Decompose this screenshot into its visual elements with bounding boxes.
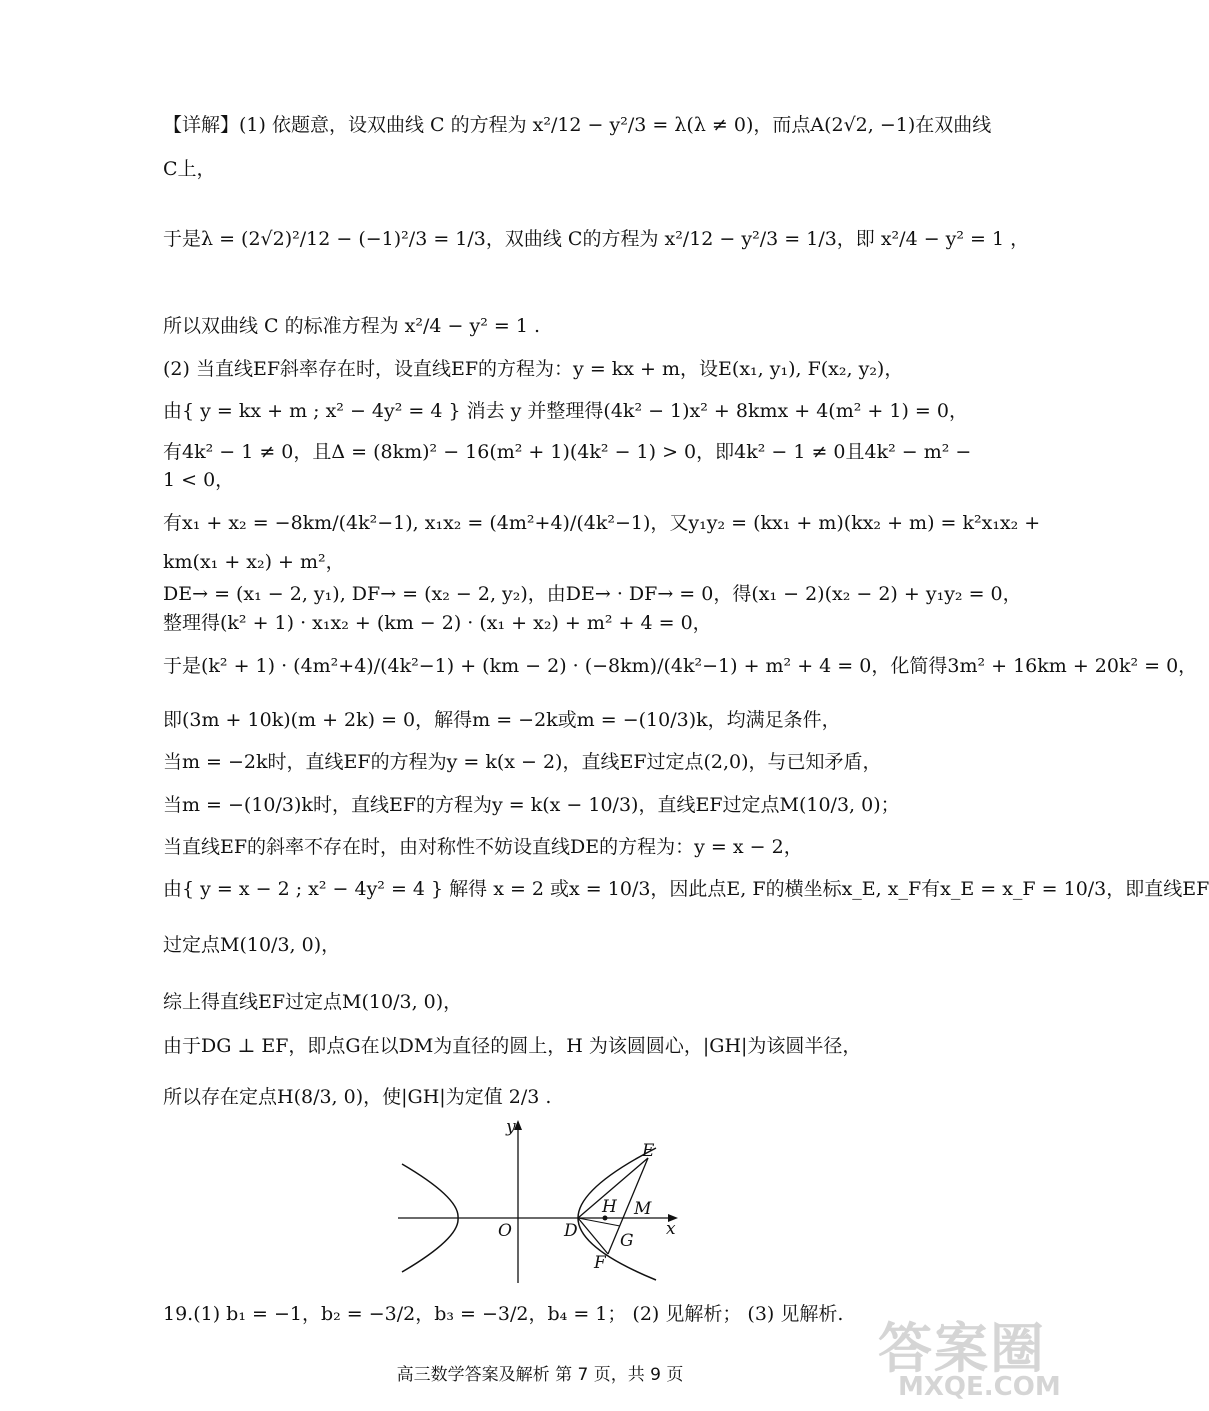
label-o: O [498,1221,512,1241]
label-g: G [620,1231,634,1251]
line-8: 1 < 0， [163,469,235,491]
line-22: 所以存在定点H(8/3, 0)，使|GH|为定值 2/3 . [163,1086,552,1108]
label-e: E [642,1141,655,1161]
label-d: D [564,1221,578,1241]
line-19: 过定点M(10/3, 0)， [163,934,341,956]
page-footer: 高三数学答案及解析 第 7 页，共 9 页 [396,1365,684,1385]
line-9: 有x₁ + x₂ = −8km/(4k²−1), x₁x₂ = (4m²+4)/(4k²−1)，又y₁y₂ = (kx₁ + m)(kx₂ + m) = k²x₁x₂ + [163,512,1041,534]
label-x: x [666,1219,676,1239]
line-5: (2) 当直线EF斜率存在时，设直线EF的方程为：y = kx + m，设E(x₁, y₁), F(x₂, y₂)， [163,358,904,380]
line-12: 整理得(k² + 1) · x₁x₂ + (km − 2) · (x₁ + x₂) + m² + 4 = 0， [163,612,712,634]
watermark-url: MXQE.COM [898,1372,1061,1402]
line-7: 有4k² − 1 ≠ 0，且Δ = (8km)² − 16(m² + 1)(4k² − 1) > 0，即4k² − 1 ≠ 0且4k² − m² − [163,441,972,463]
label-h: H [602,1197,617,1217]
line-15: 当m = −2k时，直线EF的方程为y = k(x − 2)，直线EF过定点(2,0)，与已知矛盾， [163,751,882,773]
line-2: C上， [163,158,216,180]
line-13: 于是(k² + 1) · (4m²+4)/(4k²−1) + (km − 2) · (−8km)/(4k²−1) + m² + 4 = 0，化简得3m² + 16km + 20k² = 0， [163,655,1198,677]
watermark-logo-text: 答案圈 [878,1317,1046,1380]
line-20: 综上得直线EF过定点M(10/3, 0)， [163,991,463,1013]
line-3: 于是λ = (2√2)²/12 − (−1)²/3 = 1/3，双曲线 C的方程为 x²/12 − y²/3 = 1/3，即 x²/4 − y² = 1 ， [163,228,1030,250]
hyperbola-figure [398,1118,698,1286]
label-m: M [634,1199,652,1219]
line-10: km(x₁ + x₂) + m²， [163,551,345,573]
line-11: DE→ = (x₁ − 2, y₁), DF→ = (x₂ − 2, y₂)，由DE→ · DF→ = 0，得(x₁ − 2)(x₂ − 2) + y₁y₂ = 0， [163,583,1022,605]
line-18: 由{ y = x − 2 ; x² − 4y² = 4 } 解得 x = 2 或x = 10/3，因此点E, F的横坐标x_E, x_F有x_E = x_F = 10/3，即直线EF [163,878,1209,900]
line-23: 19.(1) b₁ = −1，b₂ = −3/2，b₃ = −3/2，b₄ = 1； (2) 见解析； (3) 见解析. [163,1303,844,1325]
line-16: 当m = −(10/3)k时，直线EF的方程为y = k(x − 10/3)，直线EF过定点M(10/3, 0)； [163,794,900,816]
line-6: 由{ y = kx + m ; x² − 4y² = 4 } 消去 y 并整理得(4k² − 1)x² + 8kmx + 4(m² + 1) = 0， [163,400,968,422]
line-21: 由于DG ⊥ EF，即点G在以DM为直径的圆上，H 为该圆圆心，|GH|为该圆半径， [163,1035,862,1057]
watermark [878,1306,1061,1402]
line-4: 所以双曲线 C 的标准方程为 x²/4 − y² = 1 . [163,315,540,337]
line-14: 即(3m + 10k)(m + 2k) = 0，解得m = −2k或m = −(10/3)k，均满足条件， [163,709,841,731]
label-f: F [594,1253,606,1273]
line-17: 当直线EF的斜率不存在时，由对称性不妨设直线DE的方程为：y = x − 2， [163,836,803,858]
label-y: y [506,1117,516,1137]
line-1: 【详解】(1) 依题意，设双曲线 C 的方程为 x²/12 − y²/3 = λ(λ ≠ 0)，而点A(2√2, −1)在双曲线 [163,114,992,136]
